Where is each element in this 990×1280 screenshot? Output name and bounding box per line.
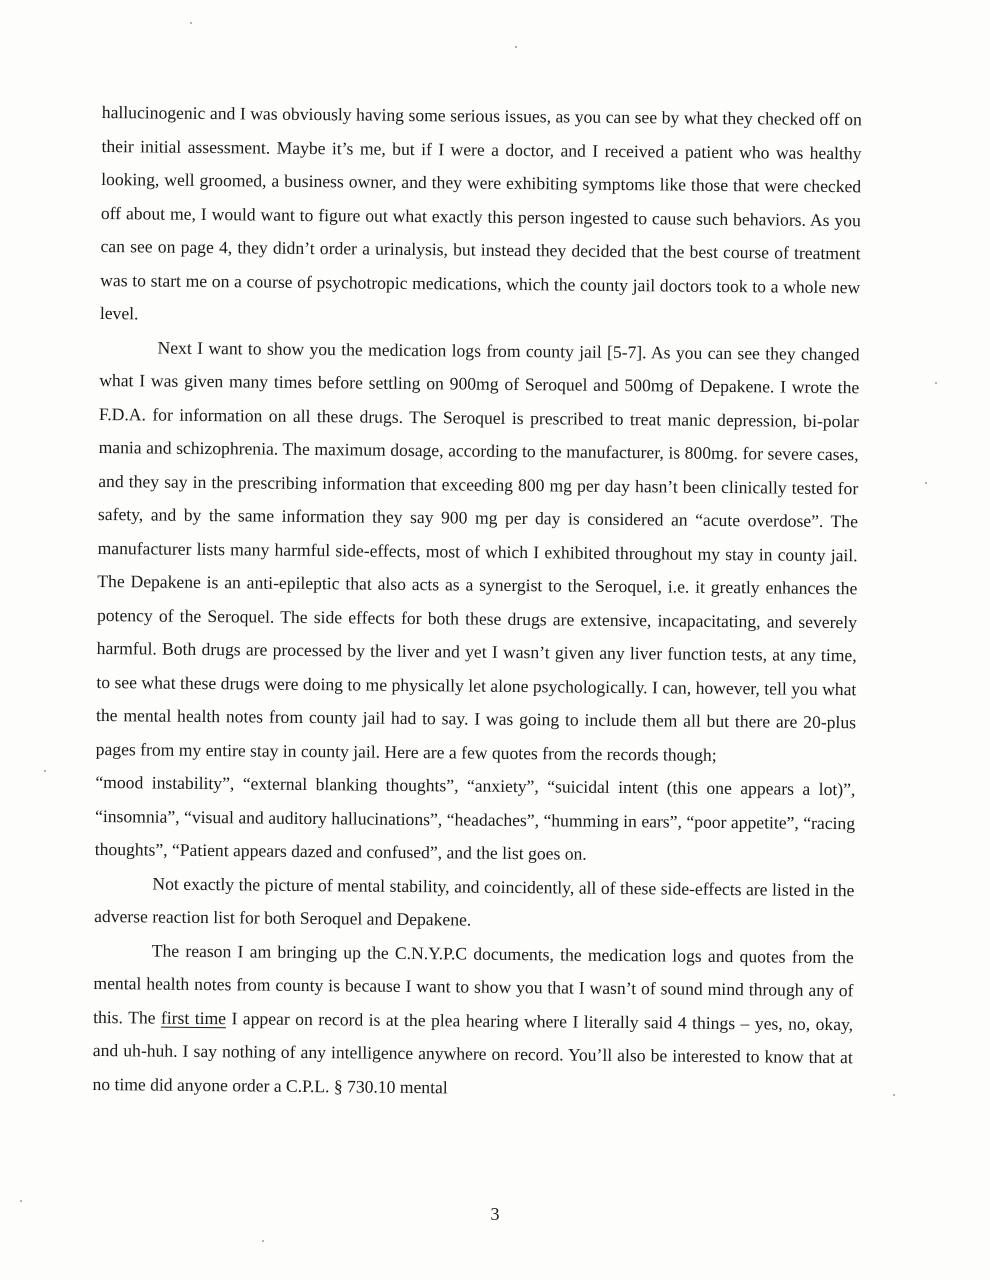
scan-speck	[20, 1200, 22, 1202]
page-number: 3	[490, 1204, 500, 1224]
paragraph-2: Next I want to show you the medication logs from county jail [5-7]. As you can see they changed what I was given many times before settling on 900mg of Seroquel and 500mg of Depakene. I wrote the F.D.A. for information on all these drugs. The Seroquel is prescribed to treat manic depression, bi-polar mania and schizophrenia. The maximum dosage, according to the manufacturer, is 800mg. for severe cases, and they say in the prescribing information that exceeding 800 mg per day hasn’t been clinically tested for safety, and by the same information they say 900 mg per day is considered an “acute overdose”. The manufacturer lists many harmful side-effects, most of which I exhibited throughout my stay in county jail. The Depakene is an anti-epileptic that also acts as a synergist to the Seroquel, i.e. it greatly enhances the potency of the Seroquel. The side effects for both these drugs are extensive, incapacitating, and severely harmful. Both drugs are processed by the liver and yet I wasn’t given any liver function tests, at any time, to see what these drugs were doing to me physically let alone psychologically. I can, however, tell you what the mental health notes from county jail had to say. I was going to include them all but there are 20-plus pages from my entire stay in county jail. Here are a few quotes from the records though;	[95, 337, 860, 765]
paragraph-4: Not exactly the picture of mental stability, and coincidently, all of these side-effects are listed in the adverse reaction list for both Seroquel and Depakene.	[94, 873, 855, 930]
scan-speck	[925, 482, 927, 484]
underlined-phrase: first time	[160, 1007, 227, 1028]
paragraph-3-quotes: “mood instability”, “external blanking thoughts”, “anxiety”, “suicidal intent (this one appears a lot)”, “insomnia”, “visual and auditory hallucinations”, “headaches”, “humming in ears”, “poor appetite”, “racing thoughts”, “Patient appears dazed and confused”, and the list goes on.	[94, 771, 856, 864]
paragraph-5	[92, 933, 854, 1108]
scan-speck	[893, 1094, 895, 1096]
paragraph-5-start: The reason I am bringing up the C.N.Y.P.C documents, the medication logs and quotes from the mental health notes from county is because I want to show you that I wasn’t of sound mind through any of this. The	[93, 940, 854, 1028]
scan-speck	[935, 382, 937, 384]
scan-speck	[44, 770, 46, 772]
paragraph-5-end: I appear on record is at the plea hearing where I literally said 4 things – yes, no, okay, and uh-huh. I say nothing of any intelligence anywhere on record. You’ll also be interested to know that at no time did anyone order a C.P.L. § 730.10 mental	[92, 1007, 854, 1097]
scan-speck	[262, 1240, 264, 1242]
paragraph-1: hallucinogenic and I was obviously having some serious issues, as you can see by what they checked off on their initial assessment. Maybe it’s me, but if I were a doctor, and I received a patient who was healthy looking, well groomed, a business owner, and they were exhibiting symptoms like those that were checked off about me, I would want to figure out what exactly this person ingested to cause such behaviors. As you can see on page 4, they didn’t order a urinalysis, but instead they decided that the best course of treatment was to start me on a course of psychotropic medications, which the county jail doctors took to a whole new level.	[99, 101, 862, 324]
document-body	[92, 96, 862, 1108]
scan-speck	[190, 22, 192, 24]
scan-speck	[515, 46, 517, 48]
